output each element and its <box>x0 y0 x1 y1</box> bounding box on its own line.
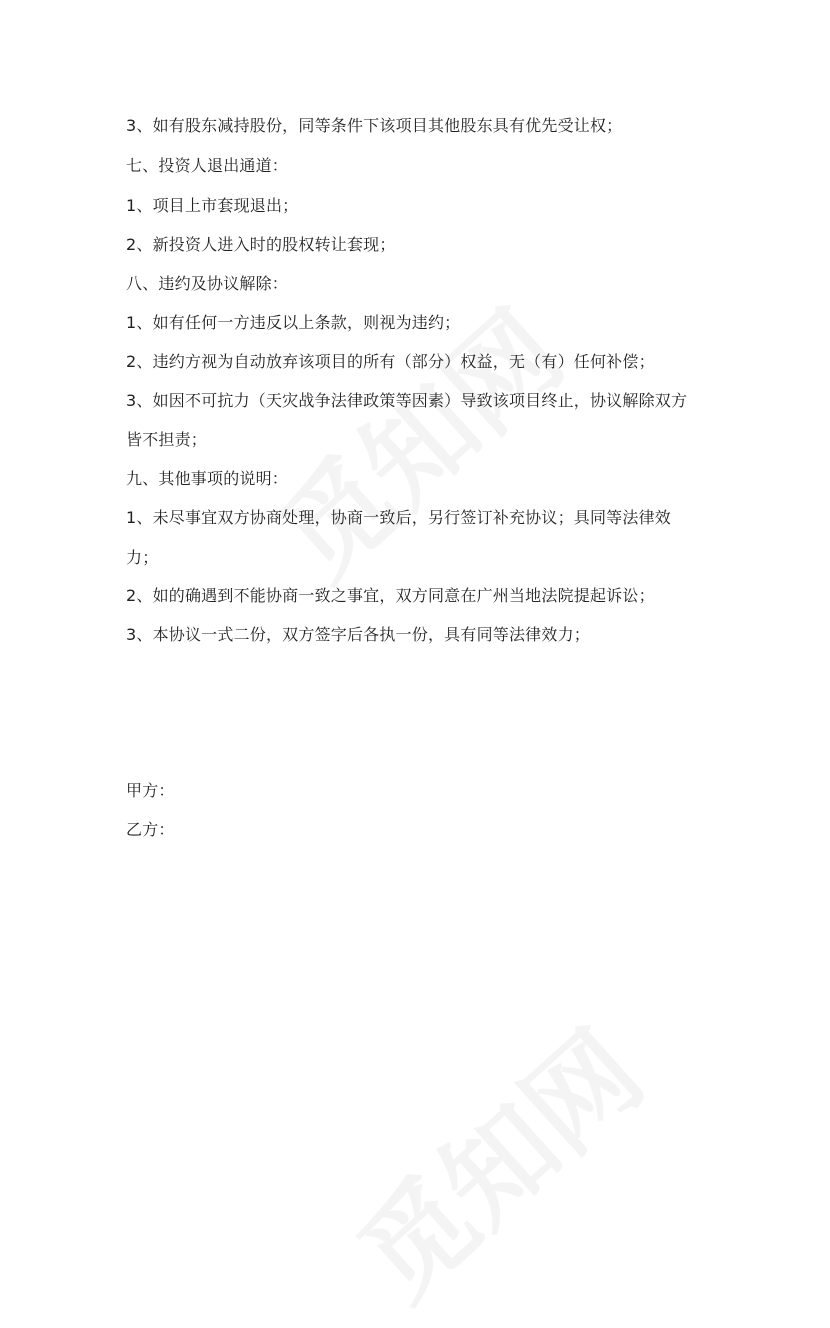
clause-line: 2、新投资人进入时的股权转让套现； <box>126 235 396 254</box>
clause-line: 1、如有任何一方违反以上条款，则视为违约； <box>126 313 461 332</box>
clause-line: 3、如因不可抗力（天灾战争法律政策等因素）导致该项目终止，协议解除双方 <box>126 391 688 410</box>
party-a-signature-label: 甲方： <box>126 781 175 800</box>
clause-line: 1、项目上市套现退出； <box>126 196 299 215</box>
watermark-bottom <box>320 990 671 1328</box>
section-heading: 九、其他事项的说明： <box>126 469 289 488</box>
clause-line: 3、如有股东减持股份，同等条件下该项目其他股东具有优先受让权； <box>126 116 623 135</box>
clause-line: 2、如的确遇到不能协商一致之事宜，双方同意在广州当地法院提起诉讼； <box>126 586 655 605</box>
clause-line: 1、未尽事宜双方协商处理，协商一致后，另行签订补充协议；具同等法律效 <box>126 508 671 527</box>
clause-line: 3、本协议一式二份，双方签字后各执一份，具有同等法律效力； <box>126 625 590 644</box>
clause-line-continued: 力； <box>126 548 159 567</box>
party-b-signature-label: 乙方： <box>126 820 175 839</box>
clause-line-continued: 皆不担责； <box>126 430 208 449</box>
section-heading: 七、投资人退出通道： <box>126 156 289 175</box>
section-heading: 八、违约及协议解除： <box>126 274 289 293</box>
clause-line: 2、违约方视为自动放弃该项目的所有（部分）权益，无（有）任何补偿； <box>126 352 655 371</box>
